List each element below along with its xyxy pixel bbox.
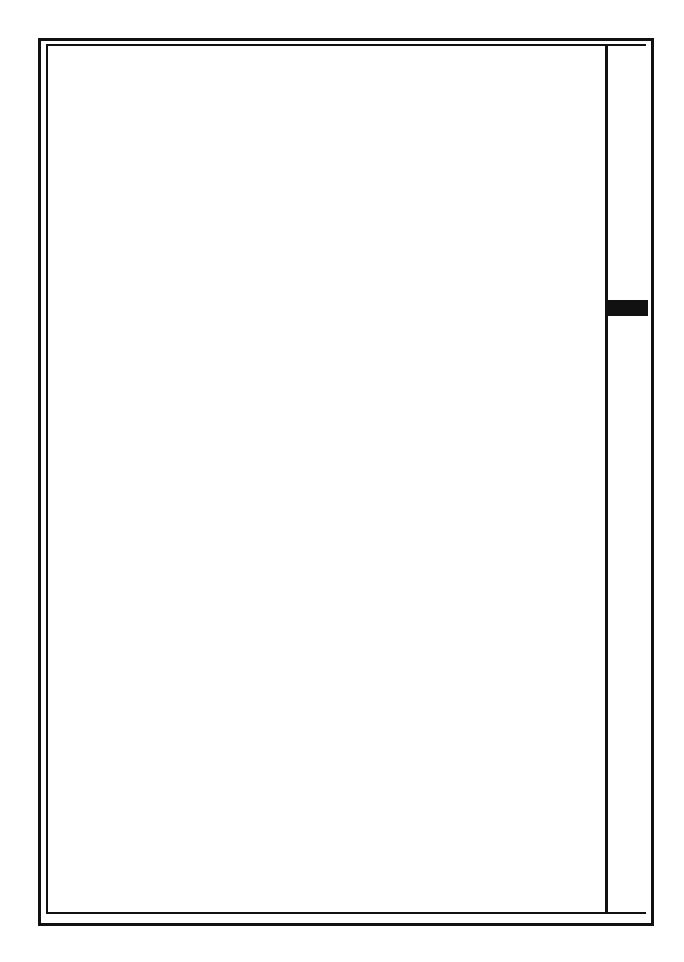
inner-border	[46, 44, 646, 46]
page-border	[38, 38, 654, 926]
margin-divider	[605, 44, 608, 914]
inner-border	[46, 44, 48, 914]
inner-border	[46, 912, 646, 914]
fish-tail-mark-icon	[608, 300, 648, 316]
